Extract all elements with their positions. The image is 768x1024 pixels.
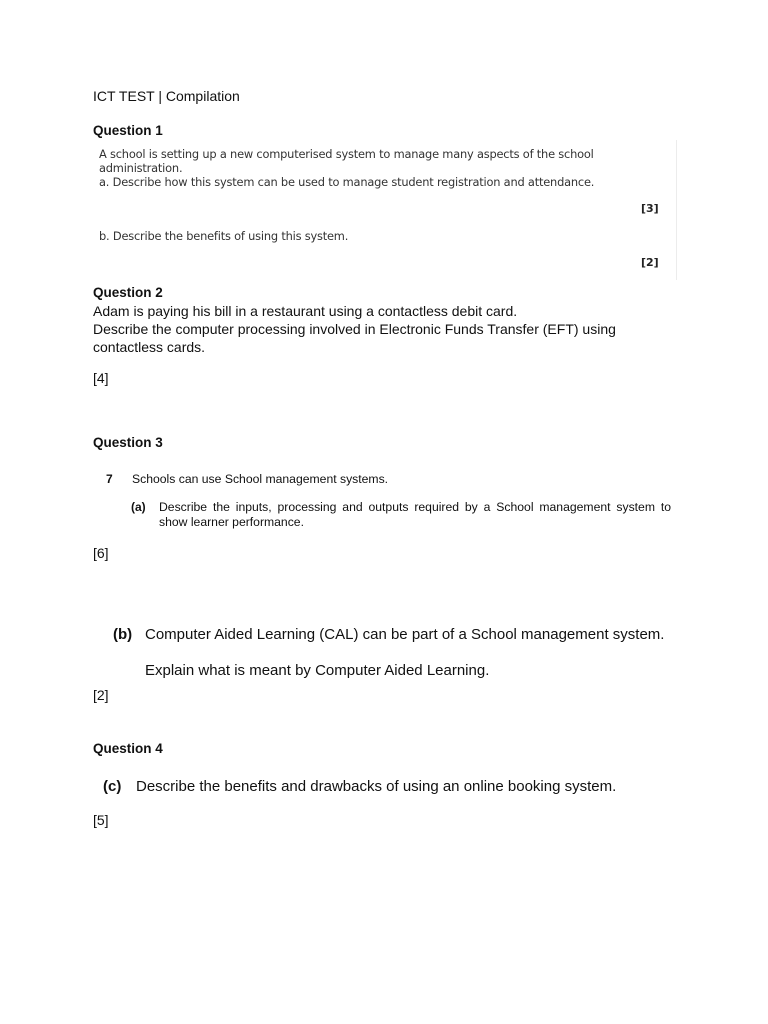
question-1-part-a: a. Describe how this system can be used to manage student registration and attendance. bbox=[99, 175, 595, 189]
question-3-part-b-line-1: Computer Aided Learning (CAL) can be part of a School management system. bbox=[145, 626, 665, 643]
question-2-mark: [4] bbox=[93, 370, 109, 386]
question-4-mark: [5] bbox=[93, 812, 109, 828]
question-2-line-3: contactless cards. bbox=[93, 339, 206, 355]
question-2-heading: Question 2 bbox=[93, 285, 163, 300]
question-3-part-a-line-1: Describe the inputs, processing and outputs required by a School management system to bbox=[159, 500, 671, 514]
question-1-mark-a: [3] bbox=[641, 202, 659, 215]
question-1-heading: Question 1 bbox=[93, 123, 163, 138]
question-2-line-2: Describe the computer processing involved in Electronic Funds Transfer (EFT) using bbox=[93, 321, 616, 337]
document-title: ICT TEST | Compilation bbox=[93, 88, 240, 104]
question-1-intro: A school is setting up a new computerised system to manage many aspects of the school administration. bbox=[99, 147, 594, 175]
question-3-heading: Question 3 bbox=[93, 435, 163, 450]
question-2-line-1: Adam is paying his bill in a restaurant using a contactless debit card. bbox=[93, 303, 518, 319]
question-3-mark-b: [2] bbox=[93, 687, 109, 703]
question-4-part-c-label: (c) bbox=[103, 778, 122, 795]
question-3-mark-a: [6] bbox=[93, 545, 109, 561]
question-1-image bbox=[93, 140, 677, 280]
question-3-stem: Schools can use School management systems. bbox=[132, 472, 389, 486]
question-1-part-b: b. Describe the benefits of using this system. bbox=[99, 229, 349, 243]
question-1-mark-b: [2] bbox=[641, 256, 659, 269]
question-4-part-c-text: Describe the benefits and drawbacks of using an online booking system. bbox=[136, 778, 617, 795]
question-3-part-b-line-2: Explain what is meant by Computer Aided Learning. bbox=[145, 662, 490, 679]
question-3-part-b-label: (b) bbox=[113, 626, 133, 643]
question-3-part-a-line-2: show learner performance. bbox=[159, 515, 304, 529]
question-3-number: 7 bbox=[106, 472, 113, 486]
question-3-part-a-label: (a) bbox=[131, 500, 146, 514]
question-4-heading: Question 4 bbox=[93, 741, 163, 756]
